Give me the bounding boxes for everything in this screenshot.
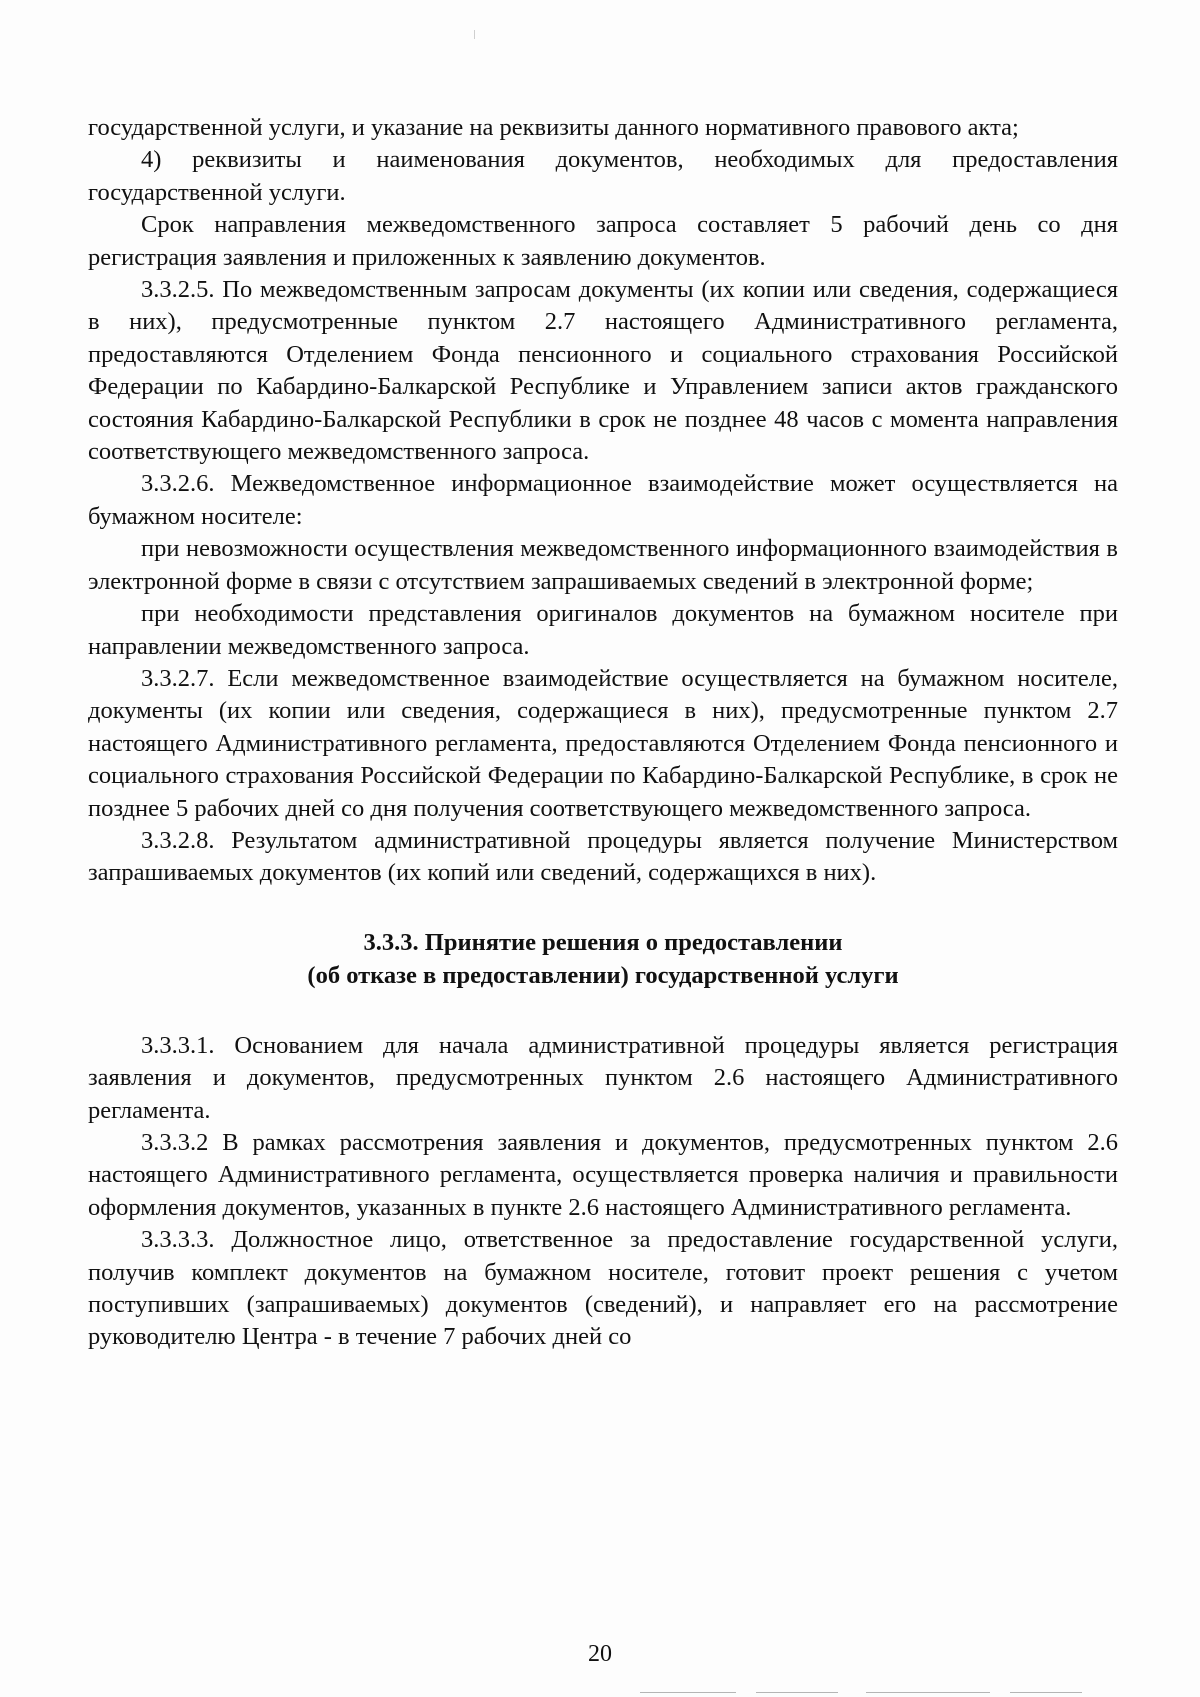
paragraph-item-4: 4) реквизиты и наименования документов, необходимых для предоставления государственной услуги. bbox=[88, 146, 1118, 206]
section-heading-line-1: 3.3.3. Принятие решения о предоставлении bbox=[363, 928, 843, 956]
scan-edge-line bbox=[640, 1692, 736, 1693]
paragraph-originals-required: при необходимости представления оригиналов документов на бумажном носителе при направлении межведомственного запроса. bbox=[88, 600, 1118, 660]
section-heading bbox=[88, 926, 1118, 992]
document-body bbox=[88, 112, 1118, 1354]
paragraph-electronic-unavailable: при невозможности осуществления межведомственного информационного взаимодействия в электронной форме в связи с отсутствием запрашиваемых сведений в электронной форме; bbox=[88, 535, 1118, 595]
scan-edge-line bbox=[1010, 1692, 1082, 1693]
paragraph-3-3-2-7: 3.3.2.7. Если межведомственное взаимодействие осуществляется на бумажном носителе, документы (их копии или сведения, содержащиеся в них), предусмотренные пунктом 2.7 настоящего Административного регламента, предоставляются Отделением Фонда пенсионного и социального страхования Российской Федерации по Кабардино-Балкарской Республике, в срок не позднее 5 рабочих дней со дня получения соответствующего межведомственного запроса. bbox=[88, 664, 1118, 822]
paragraph-3-3-3-1: 3.3.3.1. Основанием для начала административной процедуры является регистрация заявления и документов, предусмотренных пунктом 2.6 настоящего Административного регламента. bbox=[88, 1031, 1118, 1124]
paragraph-3-3-2-8: 3.3.2.8. Результатом административной процедуры является получение Министерством запрашиваемых документов (их копий или сведений, содержащихся в них). bbox=[88, 826, 1118, 887]
scan-edge-line bbox=[866, 1692, 990, 1693]
scan-mark bbox=[474, 30, 475, 39]
paragraph-continuation: государственной услуги, и указание на реквизиты данного нормативного правового акта; bbox=[88, 114, 1019, 141]
scan-edge-line bbox=[756, 1692, 838, 1693]
paragraph-3-3-2-6: 3.3.2.6. Межведомственное информационное взаимодействие может осуществляется на бумажном носителе: bbox=[88, 470, 1118, 530]
page-number: 20 bbox=[588, 1641, 612, 1667]
paragraph-3-3-3-3: 3.3.3.3. Должностное лицо, ответственное за предоставление государственной услуги, получив комплект документов на бумажном носителе, готовит проект решения с учетом поступивших (запрашиваемых) документов (сведений), и направляет его на рассмотрение руководителю Центра - в течение 7 рабочих дней со bbox=[88, 1226, 1118, 1351]
section-heading-line-2: (об отказе в предоставлении) государственной услуги bbox=[307, 961, 899, 989]
paragraph-3-3-2-5: 3.3.2.5. По межведомственным запросам документы (их копии или сведения, содержащиеся в них), предусмотренные пунктом 2.7 настоящего Административного регламента, предоставляются Отделением Фонда пенсионного и социального страхования Российской Федерации по Кабардино-Балкарской Республике и Управлением записи актов гражданского состояния Кабардино-Балкарской Республики в срок не позднее 48 часов с момента направления соответствующего межведомственного запроса. bbox=[88, 276, 1118, 466]
paragraph-request-deadline: Срок направления межведомственного запроса составляет 5 рабочий день со дня регистрация заявления и приложенных к заявлению документов. bbox=[88, 211, 1118, 271]
paragraph-3-3-3-2: 3.3.3.2 В рамках рассмотрения заявления и документов, предусмотренных пунктом 2.6 настоящего Административного регламента, осуществляется проверка наличия и правильности оформления документов, указанных в пункте 2.6 настоящего Административного регламента. bbox=[88, 1128, 1118, 1221]
